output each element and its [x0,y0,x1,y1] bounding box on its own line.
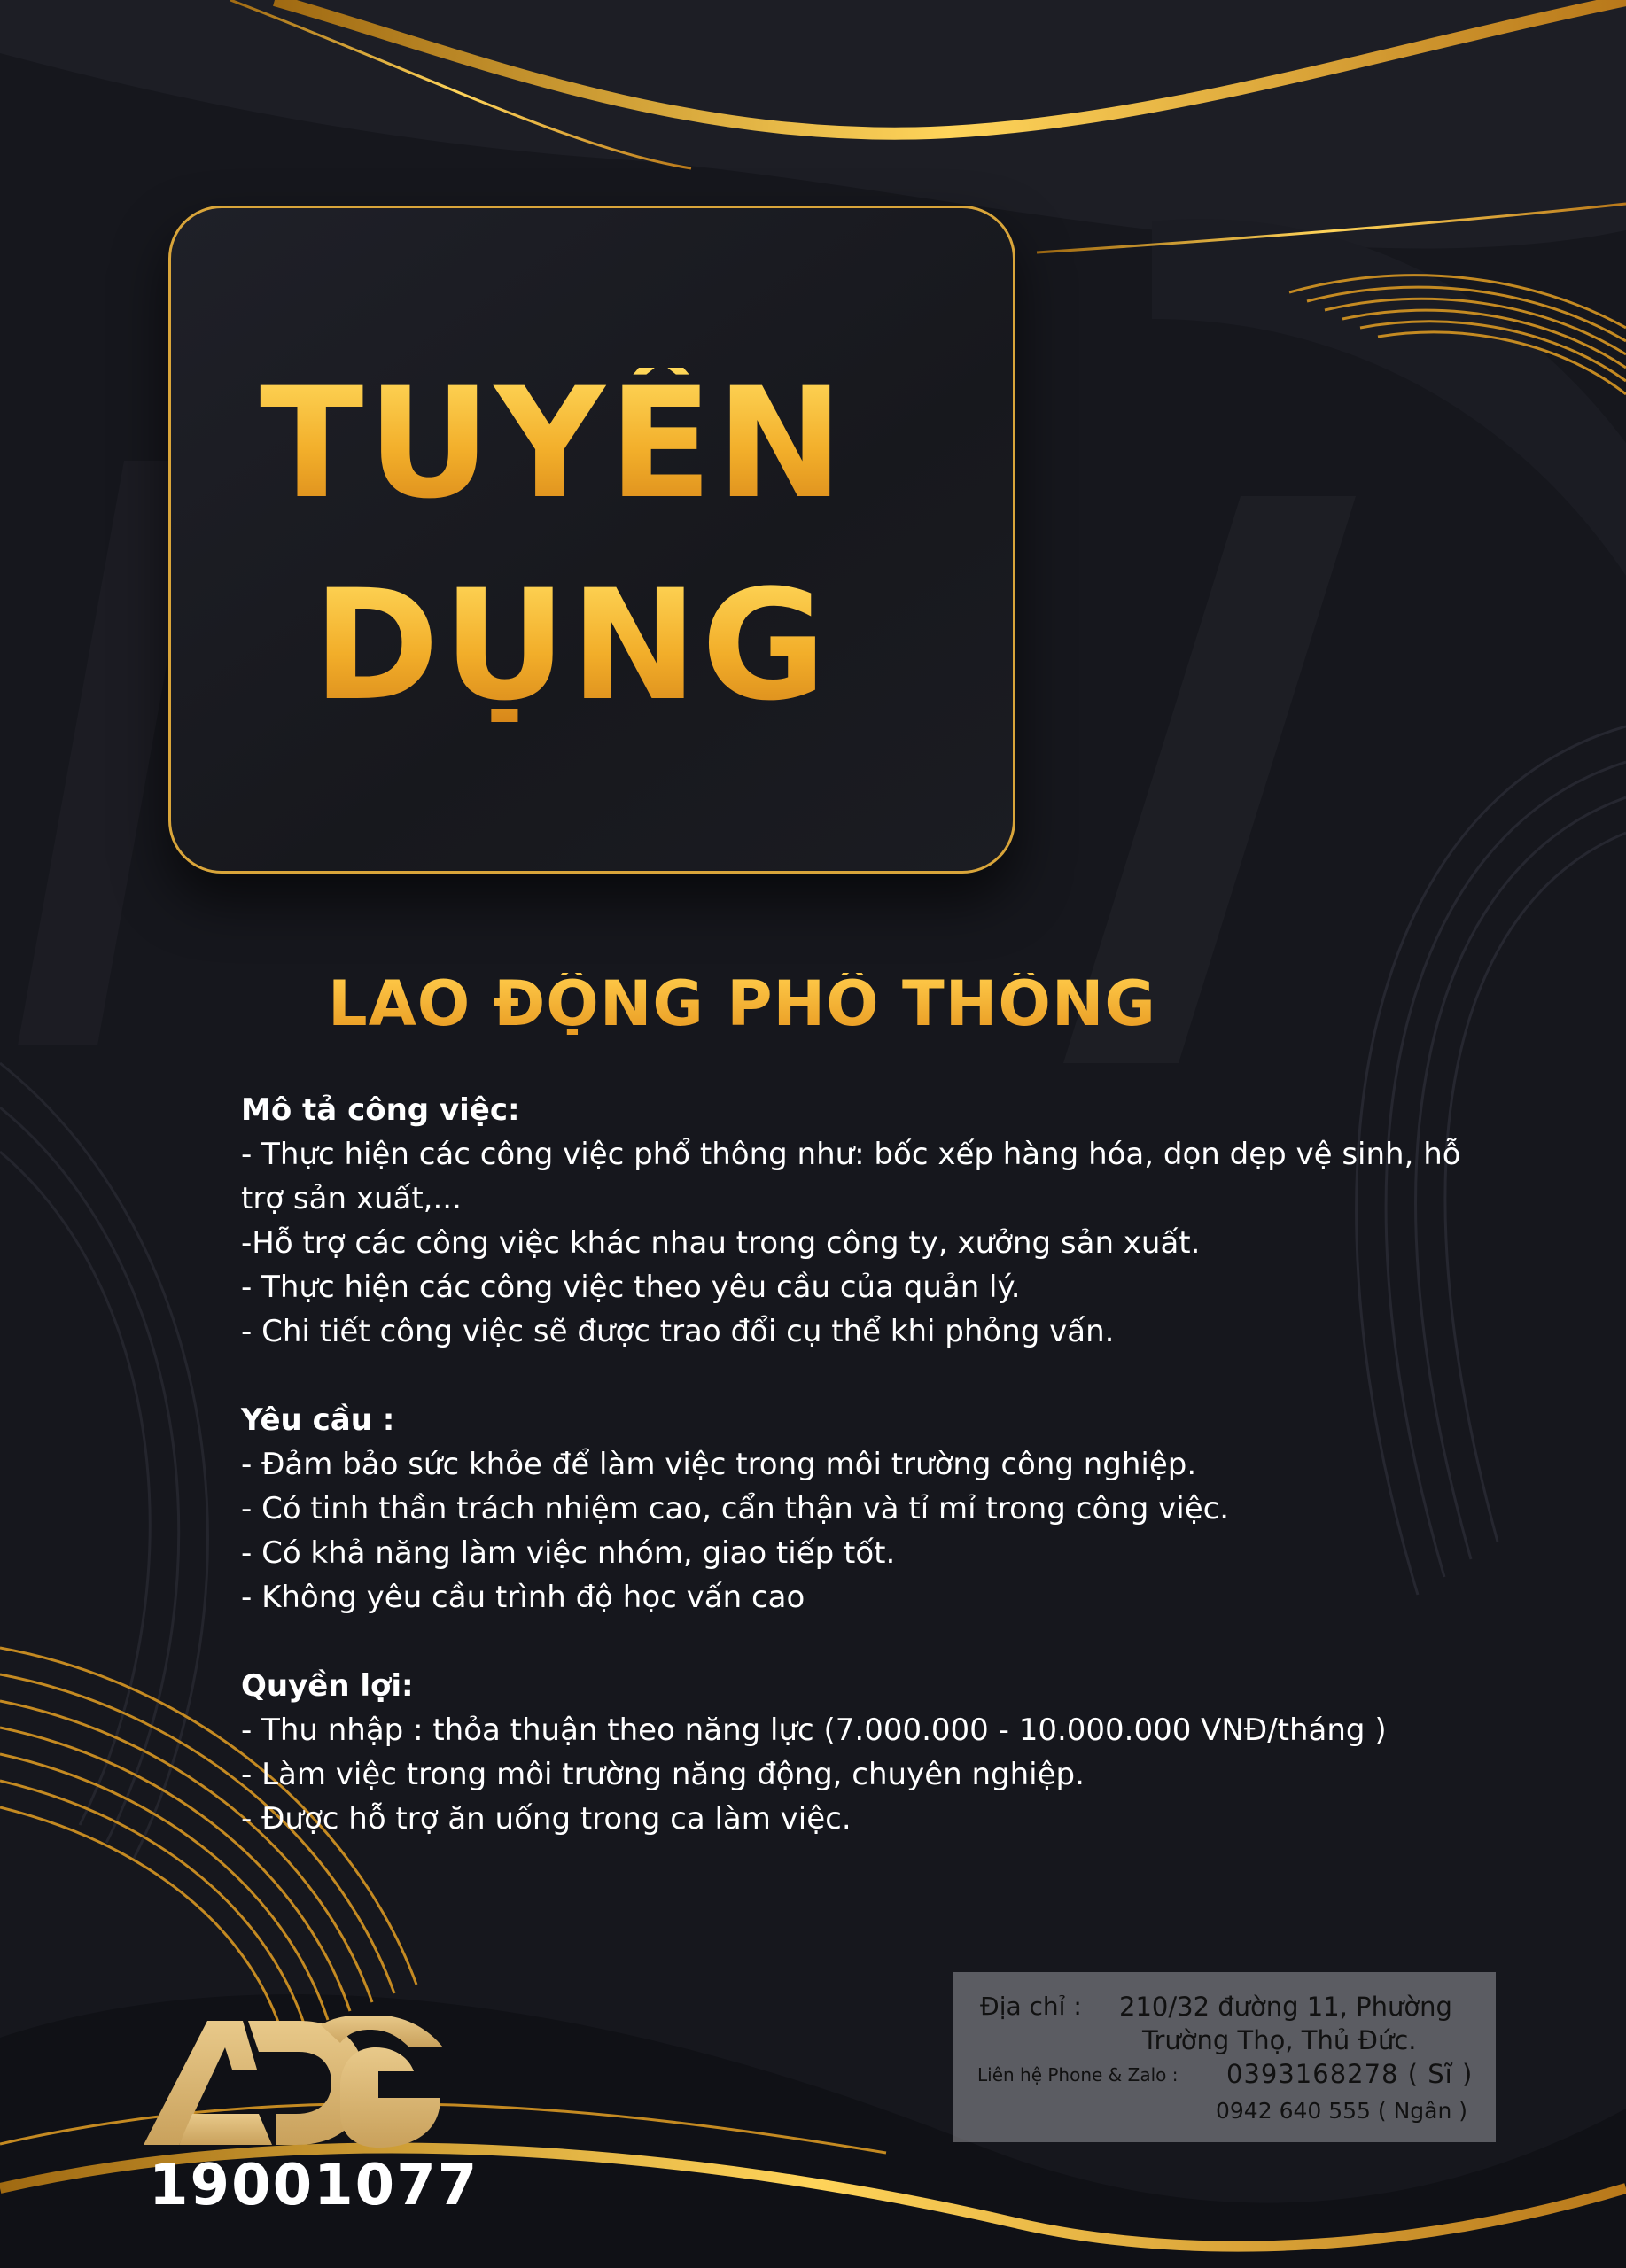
section-description [241,1088,1517,1354]
job-title: LAO ĐỘNG PHỔ THÔNG [328,967,1156,1040]
hotline-number: 19001077 [149,2153,479,2218]
list-item: - Làm việc trong môi trường năng động, chuyên nghiệp. [241,1757,1085,1792]
contact-box [953,1972,1496,2142]
list-item: - Có khả năng làm việc nhóm, giao tiếp tốt. [241,1535,896,1571]
list-item: - Có tinh thần trách nhiệm cao, cẩn thận và tỉ mỉ trong công việc. [241,1491,1230,1526]
headline-line-1: TUYỂN [171,368,1101,520]
list-item: - Không yêu cầu trình độ học vấn cao [241,1580,805,1615]
address-line-1: 210/32 đường 11, Phường [1119,1992,1452,2022]
phone-number-1: 0393168278 ( Sĩ ) [1226,2059,1474,2089]
phone-label: Liên hệ Phone & Zalo : [977,2064,1179,2085]
list-item: - Chi tiết công việc sẽ được trao đổi cụ thể khi phỏng vấn. [241,1314,1115,1349]
section-title: Mô tả công việc: [241,1092,520,1128]
job-content [241,1088,1517,1841]
list-item: - Thu nhập : thỏa thuận theo năng lực (7.000.000 - 10.000.000 VNĐ/tháng ) [241,1713,1387,1748]
address-line-2: Trường Thọ, Thủ Đức. [1142,2025,1417,2055]
company-logo [144,2016,445,2149]
list-item: - Thực hiện các công việc theo yêu cầu của quản lý. [241,1270,1021,1305]
headline-box [168,206,1015,874]
headline-line-2: DỤNG [171,570,1155,722]
list-item: - Đảm bảo sức khỏe để làm việc trong môi trường công nghiệp. [241,1447,1197,1482]
list-item: - Được hỗ trợ ăn uống trong ca làm việc. [241,1801,852,1837]
section-benefits [241,1664,1517,1841]
list-item: - Thực hiện các công việc phổ thông như: bốc xếp hàng hóa, dọn dẹp vệ sinh, hỗ [241,1137,1461,1172]
list-item: trợ sản xuất,... [241,1181,462,1216]
list-item: -Hỗ trợ các công việc khác nhau trong công ty, xưởng sản xuất. [241,1225,1201,1261]
address-label: Địa chỉ : [980,1992,1082,2021]
phone-number-2: 0942 640 555 ( Ngân ) [1216,2098,1468,2124]
section-title: Quyền lợi: [241,1668,414,1704]
section-requirements [241,1398,1517,1619]
section-title: Yêu cầu : [241,1402,395,1438]
